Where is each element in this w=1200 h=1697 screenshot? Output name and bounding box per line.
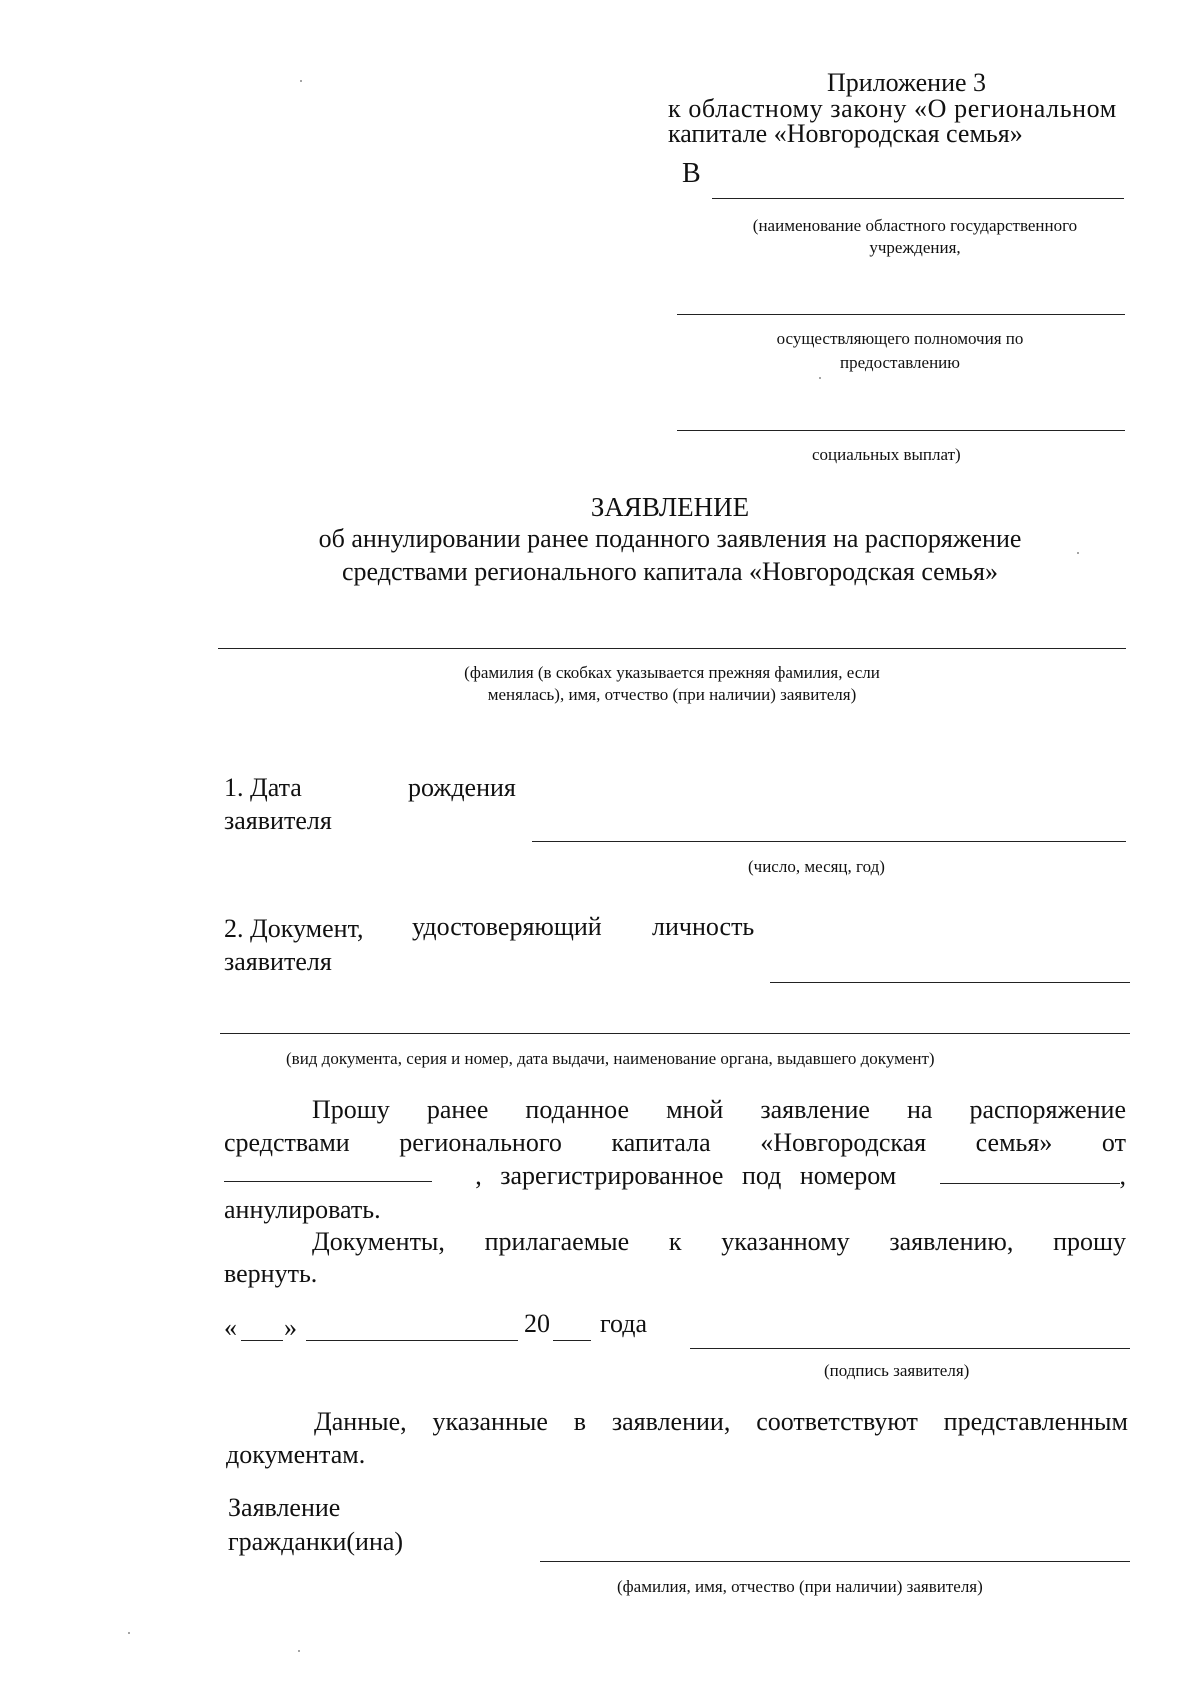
appendix-title: Приложение 3: [827, 68, 987, 97]
request-word: прилагаемые: [484, 1227, 630, 1256]
request-word: указанному: [721, 1227, 850, 1256]
application-date-field[interactable]: [224, 1159, 432, 1182]
document-title: ЗАЯВЛЕНИЕ: [590, 492, 750, 522]
scan-speck: [300, 80, 302, 82]
request-word: «Новгородская: [760, 1128, 927, 1157]
identity-label-3: личность: [652, 912, 755, 941]
confirmation-word: указанные: [432, 1407, 548, 1436]
identity-hint: (вид документа, серия и номер, дата выдачи, наименование органа, выдавшего документ): [286, 1049, 935, 1068]
request-word: капитала: [611, 1128, 711, 1157]
confirmation-word: заявлении,: [611, 1407, 731, 1436]
request-comma: ,: [1119, 1161, 1126, 1190]
identity-line-2[interactable]: [220, 1033, 1130, 1034]
birth-date-hint: (число, месяц, год): [748, 857, 885, 876]
request-word: регионального: [399, 1128, 562, 1157]
request-word: распоряжение: [969, 1095, 1126, 1124]
request-word: к: [668, 1227, 682, 1256]
identity-label-4: заявителя: [224, 947, 332, 976]
scan-speck: [1077, 552, 1079, 554]
appendix-law-line1: к областному закону «О региональном: [668, 94, 1117, 123]
request-line3: [224, 1159, 1126, 1193]
confirmation-word: соответствуют: [756, 1407, 918, 1436]
signature-line[interactable]: [690, 1348, 1130, 1349]
institution-name-line[interactable]: [712, 198, 1124, 199]
birth-date-label-1: 1. Дата: [224, 773, 302, 802]
statement-label-1: Заявление: [228, 1493, 341, 1522]
request-word: от: [1101, 1128, 1126, 1157]
appendix-law-line2: капитале «Новгородская семья»: [668, 119, 1023, 148]
date-year-field[interactable]: [553, 1340, 591, 1341]
scan-speck: [819, 377, 821, 379]
registration-number-field[interactable]: [940, 1161, 1120, 1184]
date-year-prefix: 20: [524, 1309, 550, 1338]
request-word: мной: [666, 1095, 724, 1124]
identity-line-1[interactable]: [770, 982, 1130, 983]
institution-hint-1: (наименование областного государственного: [752, 216, 1078, 235]
request-word: Прошу: [312, 1095, 390, 1124]
request-line2: [224, 1126, 1126, 1160]
birth-date-line[interactable]: [532, 841, 1126, 842]
request-word: заявлению,: [889, 1227, 1014, 1256]
institution-hint-2: учреждения,: [869, 238, 961, 257]
applicant-name-line[interactable]: [218, 648, 1126, 649]
birth-date-label-3: заявителя: [224, 806, 332, 835]
birth-date-label-2: рождения: [408, 773, 516, 802]
authority-line[interactable]: [677, 314, 1125, 315]
applicant-hint-2: менялась), имя, отчество (при наличии) заявителя): [487, 685, 857, 704]
request-line4: аннулировать.: [224, 1195, 381, 1224]
scan-speck: [298, 1650, 300, 1652]
payments-line[interactable]: [677, 430, 1125, 431]
authority-hint-2: предоставлению: [840, 353, 960, 372]
request-word: Документы,: [312, 1227, 445, 1256]
applicant-hint-1: (фамилия (в скобках указывается прежняя фамилия, если: [464, 663, 880, 682]
statement-fio-line[interactable]: [540, 1561, 1130, 1562]
documents-line2: вернуть.: [224, 1259, 318, 1288]
date-year-suffix: года: [600, 1309, 648, 1338]
payments-hint: социальных выплат): [812, 445, 961, 464]
documents-line1: [312, 1225, 1126, 1259]
statement-label-2: гражданки(ина): [228, 1527, 404, 1556]
request-registered-text: , зарегистрированное под номером: [475, 1161, 897, 1190]
scan-speck: [128, 1632, 130, 1634]
request-word: заявление: [760, 1095, 870, 1124]
identity-label-1: 2. Документ,: [224, 914, 364, 943]
request-word: семья»: [975, 1128, 1053, 1157]
identity-label-2: удостоверяющий: [412, 912, 602, 941]
confirmation-word: Данные,: [314, 1407, 407, 1436]
statement-fio-hint: (фамилия, имя, отчество (при наличии) заявителя): [617, 1577, 983, 1596]
confirmation-line2: документам.: [226, 1440, 366, 1469]
document-subtitle-line1: об аннулировании ранее поданного заявления на распоряжение: [318, 524, 1022, 553]
date-day-field[interactable]: [241, 1340, 283, 1341]
request-word: средствами: [224, 1128, 350, 1157]
confirmation-line1: [314, 1405, 1128, 1439]
request-word: прошу: [1053, 1227, 1126, 1256]
document-subtitle-line2: средствами регионального капитала «Новгородская семья»: [342, 557, 998, 586]
request-line1: [312, 1093, 1126, 1127]
request-word: поданное: [525, 1095, 630, 1124]
addressee-prefix: В: [682, 158, 701, 189]
request-word: на: [907, 1095, 933, 1124]
confirmation-word: в: [573, 1407, 587, 1436]
date-quote-open: «: [224, 1313, 237, 1342]
date-quote-close: »: [284, 1313, 297, 1342]
date-month-field[interactable]: [306, 1340, 518, 1341]
request-word: ранее: [426, 1095, 489, 1124]
signature-hint: (подпись заявителя): [824, 1361, 970, 1380]
authority-hint-1: осуществляющего полномочия по: [776, 329, 1024, 348]
confirmation-word: представленным: [943, 1407, 1128, 1436]
